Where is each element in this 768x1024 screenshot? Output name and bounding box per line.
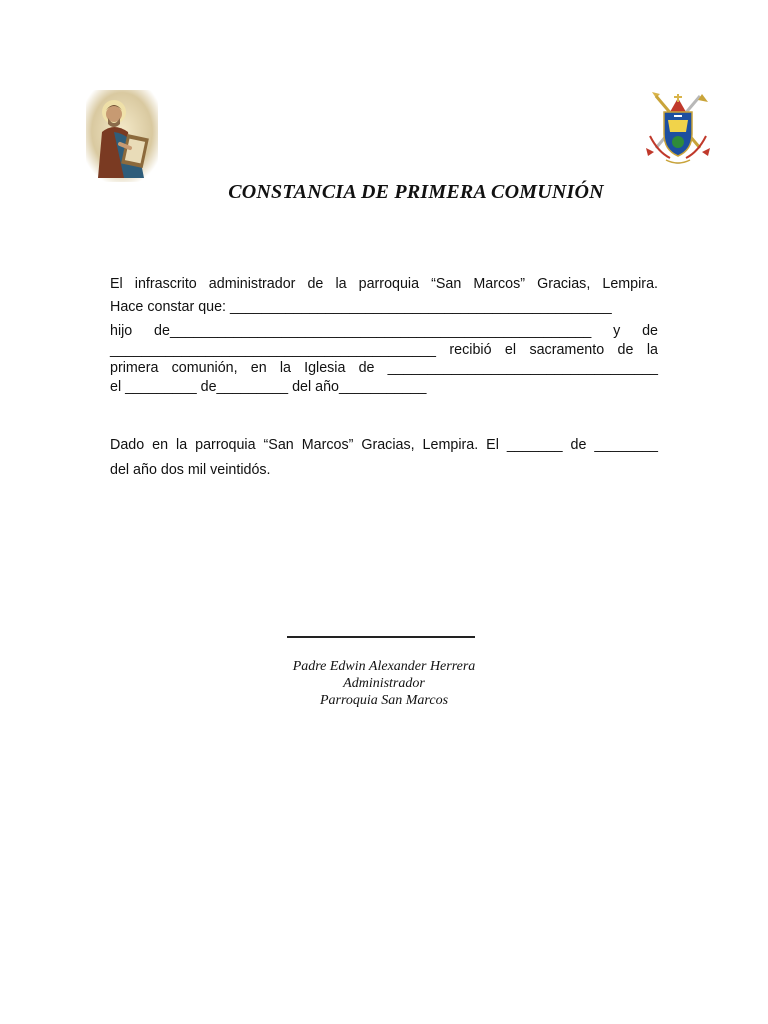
certificate-body bbox=[110, 275, 658, 396]
body-line: Hace constar que: ________________________________________________ bbox=[110, 298, 612, 315]
body-line: hijo de_____________________________________________________ y de bbox=[110, 323, 658, 339]
signature-block bbox=[0, 658, 768, 709]
signer-name: Padre Edwin Alexander Herrera bbox=[292, 659, 476, 674]
issue-statement bbox=[110, 436, 658, 479]
issue-line: del año dos mil veintidós. bbox=[110, 461, 271, 478]
svg-text:·····: ····· bbox=[675, 162, 681, 166]
body-line: primera comunión, en la Iglesia de __________________________________ bbox=[110, 360, 658, 376]
signature-line bbox=[287, 636, 475, 638]
issue-line: Dado en la parroquia “San Marcos” Gracias, Lempira. El _______ de ________ bbox=[110, 437, 658, 453]
body-line: _________________________________________ recibió el sacramento de la bbox=[110, 341, 658, 358]
signer-parish: Parroquia San Marcos bbox=[319, 693, 449, 708]
signer-role: Administrador bbox=[343, 676, 425, 691]
saint-mark-image bbox=[84, 88, 160, 184]
body-line: el _________ de_________ del año___________ bbox=[110, 378, 427, 395]
document-title: CONSTANCIA DE PRIMERA COMUNIÓN bbox=[228, 181, 604, 203]
body-line: El infrascrito administrador de la parroquia “San Marcos” Gracias, Lempira. bbox=[110, 276, 658, 292]
diocese-coat-of-arms bbox=[640, 90, 716, 170]
